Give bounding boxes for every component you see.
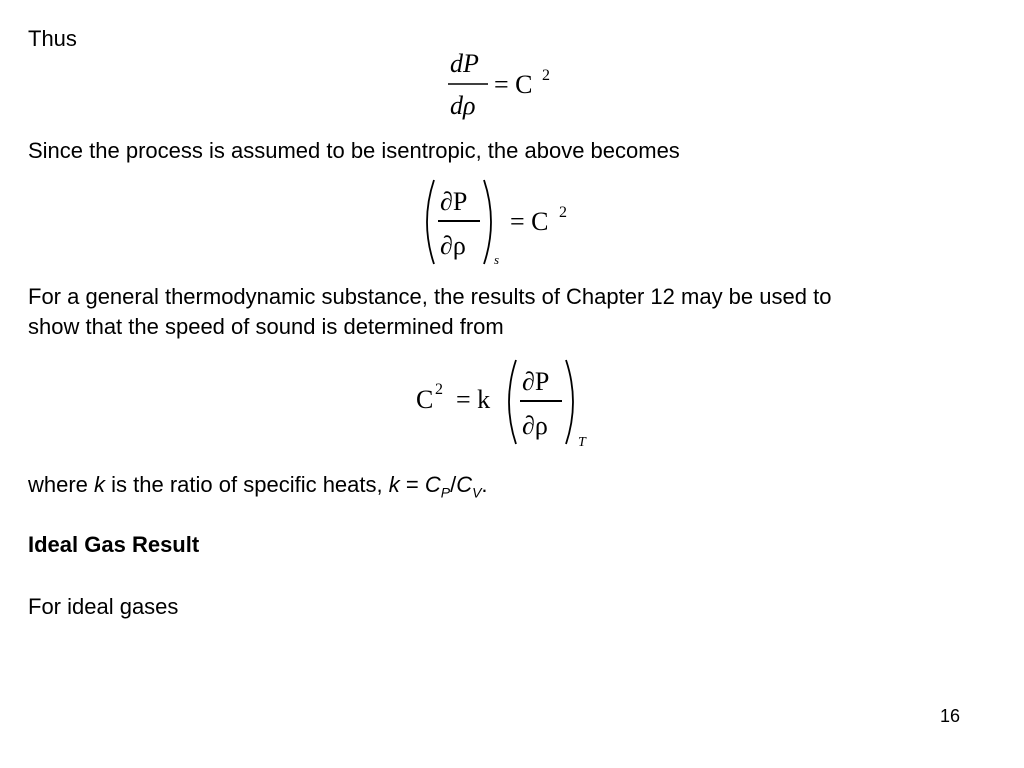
where-k-symbol: k bbox=[94, 472, 106, 497]
where-equals: = bbox=[399, 472, 425, 497]
eq3-numerator: ∂P bbox=[522, 367, 550, 396]
eq2-rhs-exponent: 2 bbox=[559, 204, 567, 221]
eq3-subscript: T bbox=[578, 435, 586, 450]
where-k2-symbol: k bbox=[388, 472, 400, 497]
text-ideal-gases: For ideal gases bbox=[28, 594, 179, 619]
eq3-right-paren bbox=[566, 360, 573, 444]
text-general-line2: show that the speed of sound is determined from bbox=[28, 314, 504, 339]
eq3-left-paren bbox=[509, 360, 516, 444]
text-general-line1: For a general thermodynamic substance, the results of Chapter 12 may be used to bbox=[28, 284, 832, 309]
equation-partial-s bbox=[418, 176, 588, 277]
where-slash: / bbox=[450, 472, 457, 497]
eq2-subscript: s bbox=[494, 252, 500, 267]
eq1-denominator: dρ bbox=[450, 91, 476, 120]
heading-ideal-gas-result: Ideal Gas Result bbox=[28, 532, 200, 557]
eq2-denominator: ∂ρ bbox=[440, 231, 466, 260]
where-cp-subscript: P bbox=[440, 484, 451, 501]
page-number: 16 bbox=[940, 706, 961, 726]
where-cv-subscript: V bbox=[472, 484, 482, 501]
eq3-lhs: C bbox=[416, 385, 434, 414]
equation-dp-drho-svg bbox=[440, 44, 570, 124]
text-isentropic: Since the process is assumed to be isentropic, the above becomes bbox=[28, 138, 680, 163]
eq2-rhs: = C bbox=[510, 207, 549, 236]
where-cp-symbol: C bbox=[424, 472, 441, 497]
equation-partial-s-svg bbox=[418, 176, 588, 272]
eq2-numerator: ∂P bbox=[440, 187, 468, 216]
text-where-k bbox=[28, 470, 488, 507]
where-prefix: where bbox=[28, 472, 95, 497]
where-middle: is the ratio of specific heats, bbox=[105, 472, 389, 497]
where-cv-symbol: C bbox=[456, 472, 473, 497]
eq3-denominator: ∂ρ bbox=[522, 411, 548, 440]
eq1-rhs: = C bbox=[494, 70, 533, 99]
eq1-rhs-exponent: 2 bbox=[542, 67, 550, 84]
equation-dp-drho bbox=[440, 44, 570, 129]
eq1-numerator: dP bbox=[450, 49, 479, 78]
eq2-right-paren bbox=[484, 180, 491, 264]
equation-speed-of-sound-svg bbox=[416, 356, 606, 452]
equation-speed-of-sound bbox=[416, 356, 606, 457]
text-thus: Thus bbox=[28, 26, 77, 51]
eq3-lhs-exponent: 2 bbox=[435, 381, 443, 398]
where-end: . bbox=[481, 472, 488, 497]
eq2-left-paren bbox=[427, 180, 434, 264]
eq3-mid: = k bbox=[456, 385, 491, 414]
